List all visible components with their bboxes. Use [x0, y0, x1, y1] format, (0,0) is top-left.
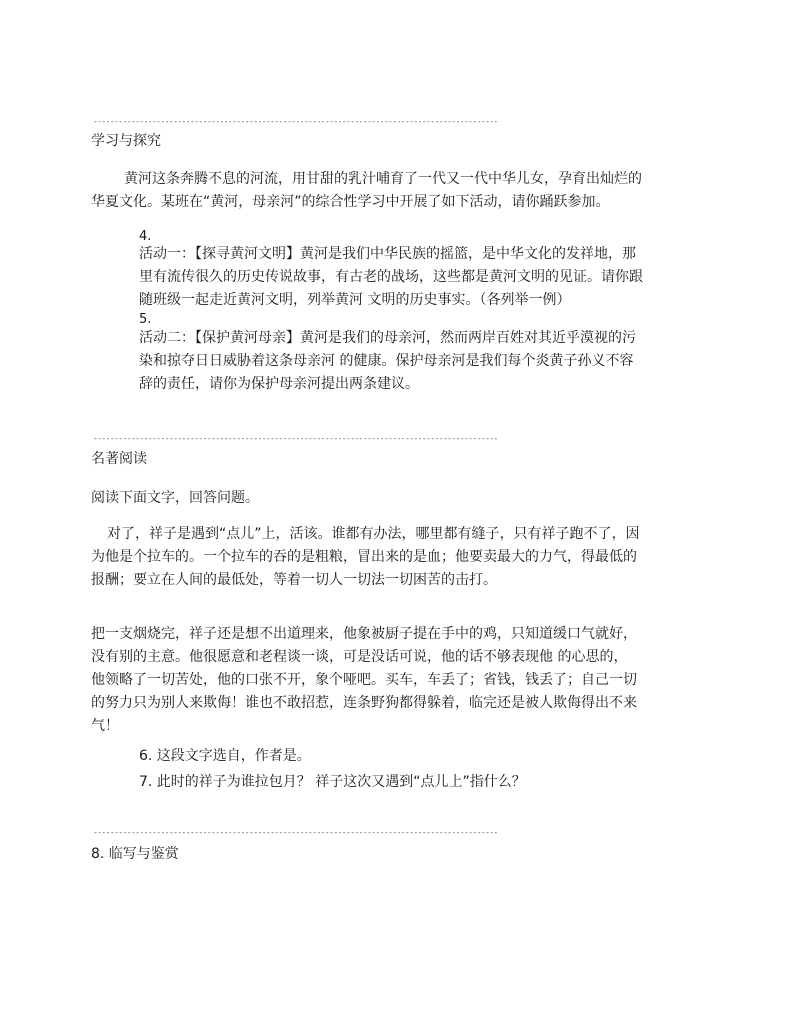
question-7: 7. 此时的祥子为谁拉包月？ 祥子这次又遇到“点儿上”指什么？ [139, 774, 526, 790]
passage-line: 为他是个拉车的。一个拉车的吞的是粗粮，冒出来的是血；他要卖最大的力气，得最低的 [91, 549, 637, 565]
passage-line: 没有别的主意。他很愿意和老程谈一谈，可是没话可说，他的话不够表现他 的心思的， [91, 649, 628, 665]
question-4-text [139, 243, 643, 312]
passage-1 [91, 546, 637, 592]
intro-paragraph-cont [91, 191, 610, 214]
question-line: 辞的责任，请你为保护母亲河提出两条建议。 [139, 376, 419, 392]
question-6: 6. 这段文字选自，作者是。 [139, 748, 311, 764]
section-separator: ------------------------------------------------------------------------------------------------ [93, 828, 498, 837]
question-line: 里有流传很久的历史传说故事，有古老的战场，这些都是黄河文明的见证。请你跟 [139, 269, 643, 285]
section-title-copy: 8. 临写与鉴赏 [91, 846, 179, 862]
passage-line: 的努力只为别人来欺侮！谁也不敢招惹，连条野狗都得躲着，临完还是被人欺侮得出不来 [91, 695, 637, 711]
intro-line: 华夏文化。某班在“黄河，母亲河”的综合性学习中开展了如下活动，请你踊跃参加。 [91, 194, 610, 210]
passage-line: 对了，祥子是遇到“点儿”上，活该。谁都有办法，哪里都有缝子，只有祥子跑不了，因 [107, 526, 640, 542]
question-number-4: 4. [139, 229, 152, 244]
passage-2 [91, 623, 637, 738]
section-separator: ------------------------------------------------------------------------------------------------ [93, 434, 498, 443]
question-5-text [139, 327, 636, 396]
intro-line: 黄河这条奔腾不息的河流，用甘甜的乳汁哺育了一代又一代中华儿女，孕育出灿烂的 [124, 171, 642, 187]
passage-1-first-line [107, 523, 640, 546]
question-line: 随班级一起走近黄河文明，列举黄河 文明的历史事实。（各列举一例） [139, 292, 571, 308]
question-line: 活动一：【探寻黄河文明】黄河是我们中华民族的摇篮，是中华文化的发祥地，那 [139, 246, 636, 262]
section-title-study: 学习与探究 [91, 133, 161, 149]
section-title-reading: 名著阅读 [91, 451, 147, 467]
intro-paragraph [124, 168, 642, 191]
question-line: 活动二：【保护黄河母亲】黄河是我们的母亲河，然而两岸百姓对其近乎漠视的污 [139, 330, 636, 346]
passage-line: 报酬；要立在人间的最低处，等着一切人一切法一切困苦的击打。 [91, 572, 497, 588]
question-number-5: 5. [139, 312, 152, 327]
passage-line: 气！ [91, 718, 119, 734]
reading-instruction: 阅读下面文字，回答问题。 [91, 490, 259, 506]
passage-line: 把一支烟烧完，祥子还是想不出道理来，他象被厨子提在手中的鸡，只知道缓口气就好， [91, 626, 637, 642]
passage-line: 他领略了一切苦处，他的口张不开，象个哑吧。买车，车丢了；省钱，钱丢了；自己一切 [91, 672, 637, 688]
question-line: 染和掠夺日日威胁着这条母亲河 的健康。保护母亲河是我们每个炎黄子孙义不容 [139, 353, 634, 369]
section-separator: ------------------------------------------------------------------------------------------------ [93, 117, 498, 126]
